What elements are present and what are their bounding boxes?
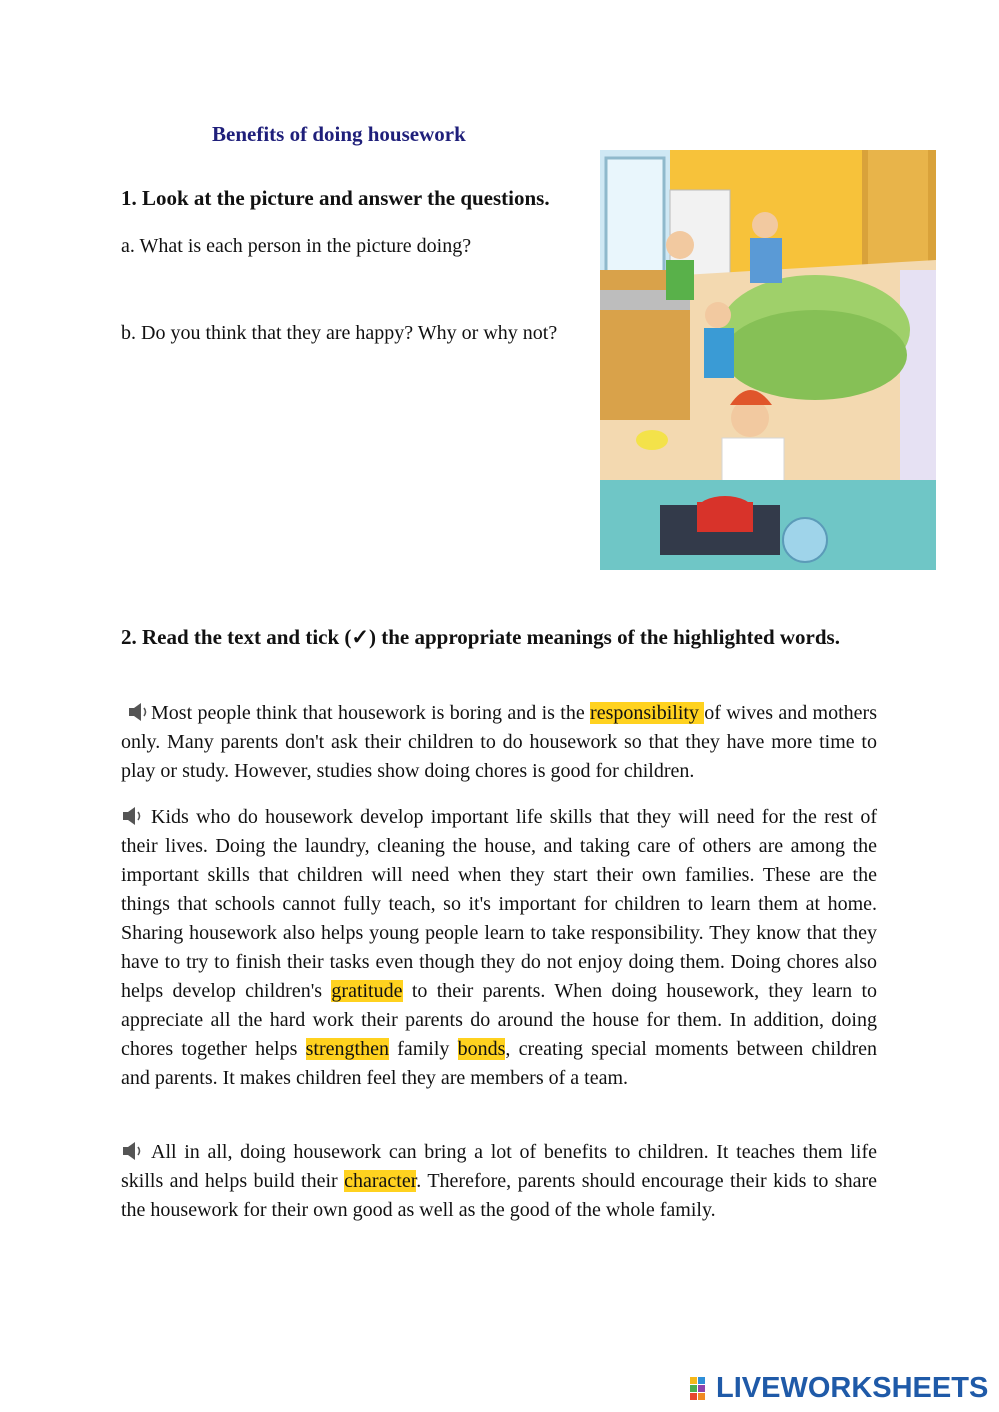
paragraph-2: [121, 803, 877, 1093]
speaker-icon[interactable]: [121, 703, 151, 721]
logo-text: LIVEWORKSHEETS: [716, 1371, 989, 1404]
p1-text-before: Most people think that housework is boring and is the: [151, 702, 591, 724]
highlight-strengthen: strengthen: [305, 1038, 389, 1060]
worksheet-title: Benefits of doing housework: [212, 122, 466, 146]
question-b: b. Do you think that they are happy? Why or why not?: [121, 322, 558, 344]
p3-text-after: . Therefore, parents should encourage their kids to share the housework for their own good as well as the good of the whole family.: [121, 1170, 878, 1221]
liveworksheets-logo[interactable]: [690, 1372, 988, 1404]
liveworksheets-logo-icon: [690, 1375, 716, 1401]
highlight-responsibility: responsibility: [590, 702, 705, 724]
p1-text-after: of wives and mothers only. Many parents don't ask their children to do housework so that they have more time to play or study. However, studies show doing chores is good for children.: [121, 702, 877, 782]
paragraph-3: [121, 1138, 877, 1225]
family-chores-illustration: [600, 150, 936, 570]
p2-text-mid2: family: [388, 1038, 458, 1060]
section1-heading: 1. Look at the picture and answer the questions.: [121, 186, 550, 210]
section2-heading: 2. Read the text and tick (✓) the appropriate meanings of the highlighted words.: [121, 625, 840, 649]
highlight-bonds: bonds: [457, 1038, 506, 1060]
highlight-gratitude: gratitude: [331, 980, 403, 1002]
speaker-icon[interactable]: [121, 1142, 151, 1160]
paragraph-1: [121, 699, 877, 786]
question-a: a. What is each person in the picture doing?: [121, 235, 472, 257]
p3-text-before: All in all, doing housework can bring a lot of benefits to children. It teaches them life skills and helps build their: [121, 1141, 877, 1192]
speaker-icon[interactable]: [121, 807, 151, 825]
p2-text-after: , creating special moments between children and parents. It makes children feel they are members of a team.: [121, 1038, 877, 1089]
p2-text-before: Kids who do housework develop important life skills that they will need for the rest of their lives. Doing the laundry, cleaning the house, and taking care of others are among the important skills that children will need when they start their own families. These are the things that schools cannot fully teach, so it's important for children to learn them at home. Sharing housework also helps young people learn to take responsibility. They know that they have to try to finish their tasks even though they do not enjoy doing them. Doing chores also helps develop children's: [121, 806, 877, 1002]
p2-text-mid1: to their parents. When doing housework, they learn to appreciate all the hard work their parents do around the house for them. In addition, doing chores together helps: [121, 980, 877, 1060]
highlight-character: character: [344, 1170, 417, 1192]
